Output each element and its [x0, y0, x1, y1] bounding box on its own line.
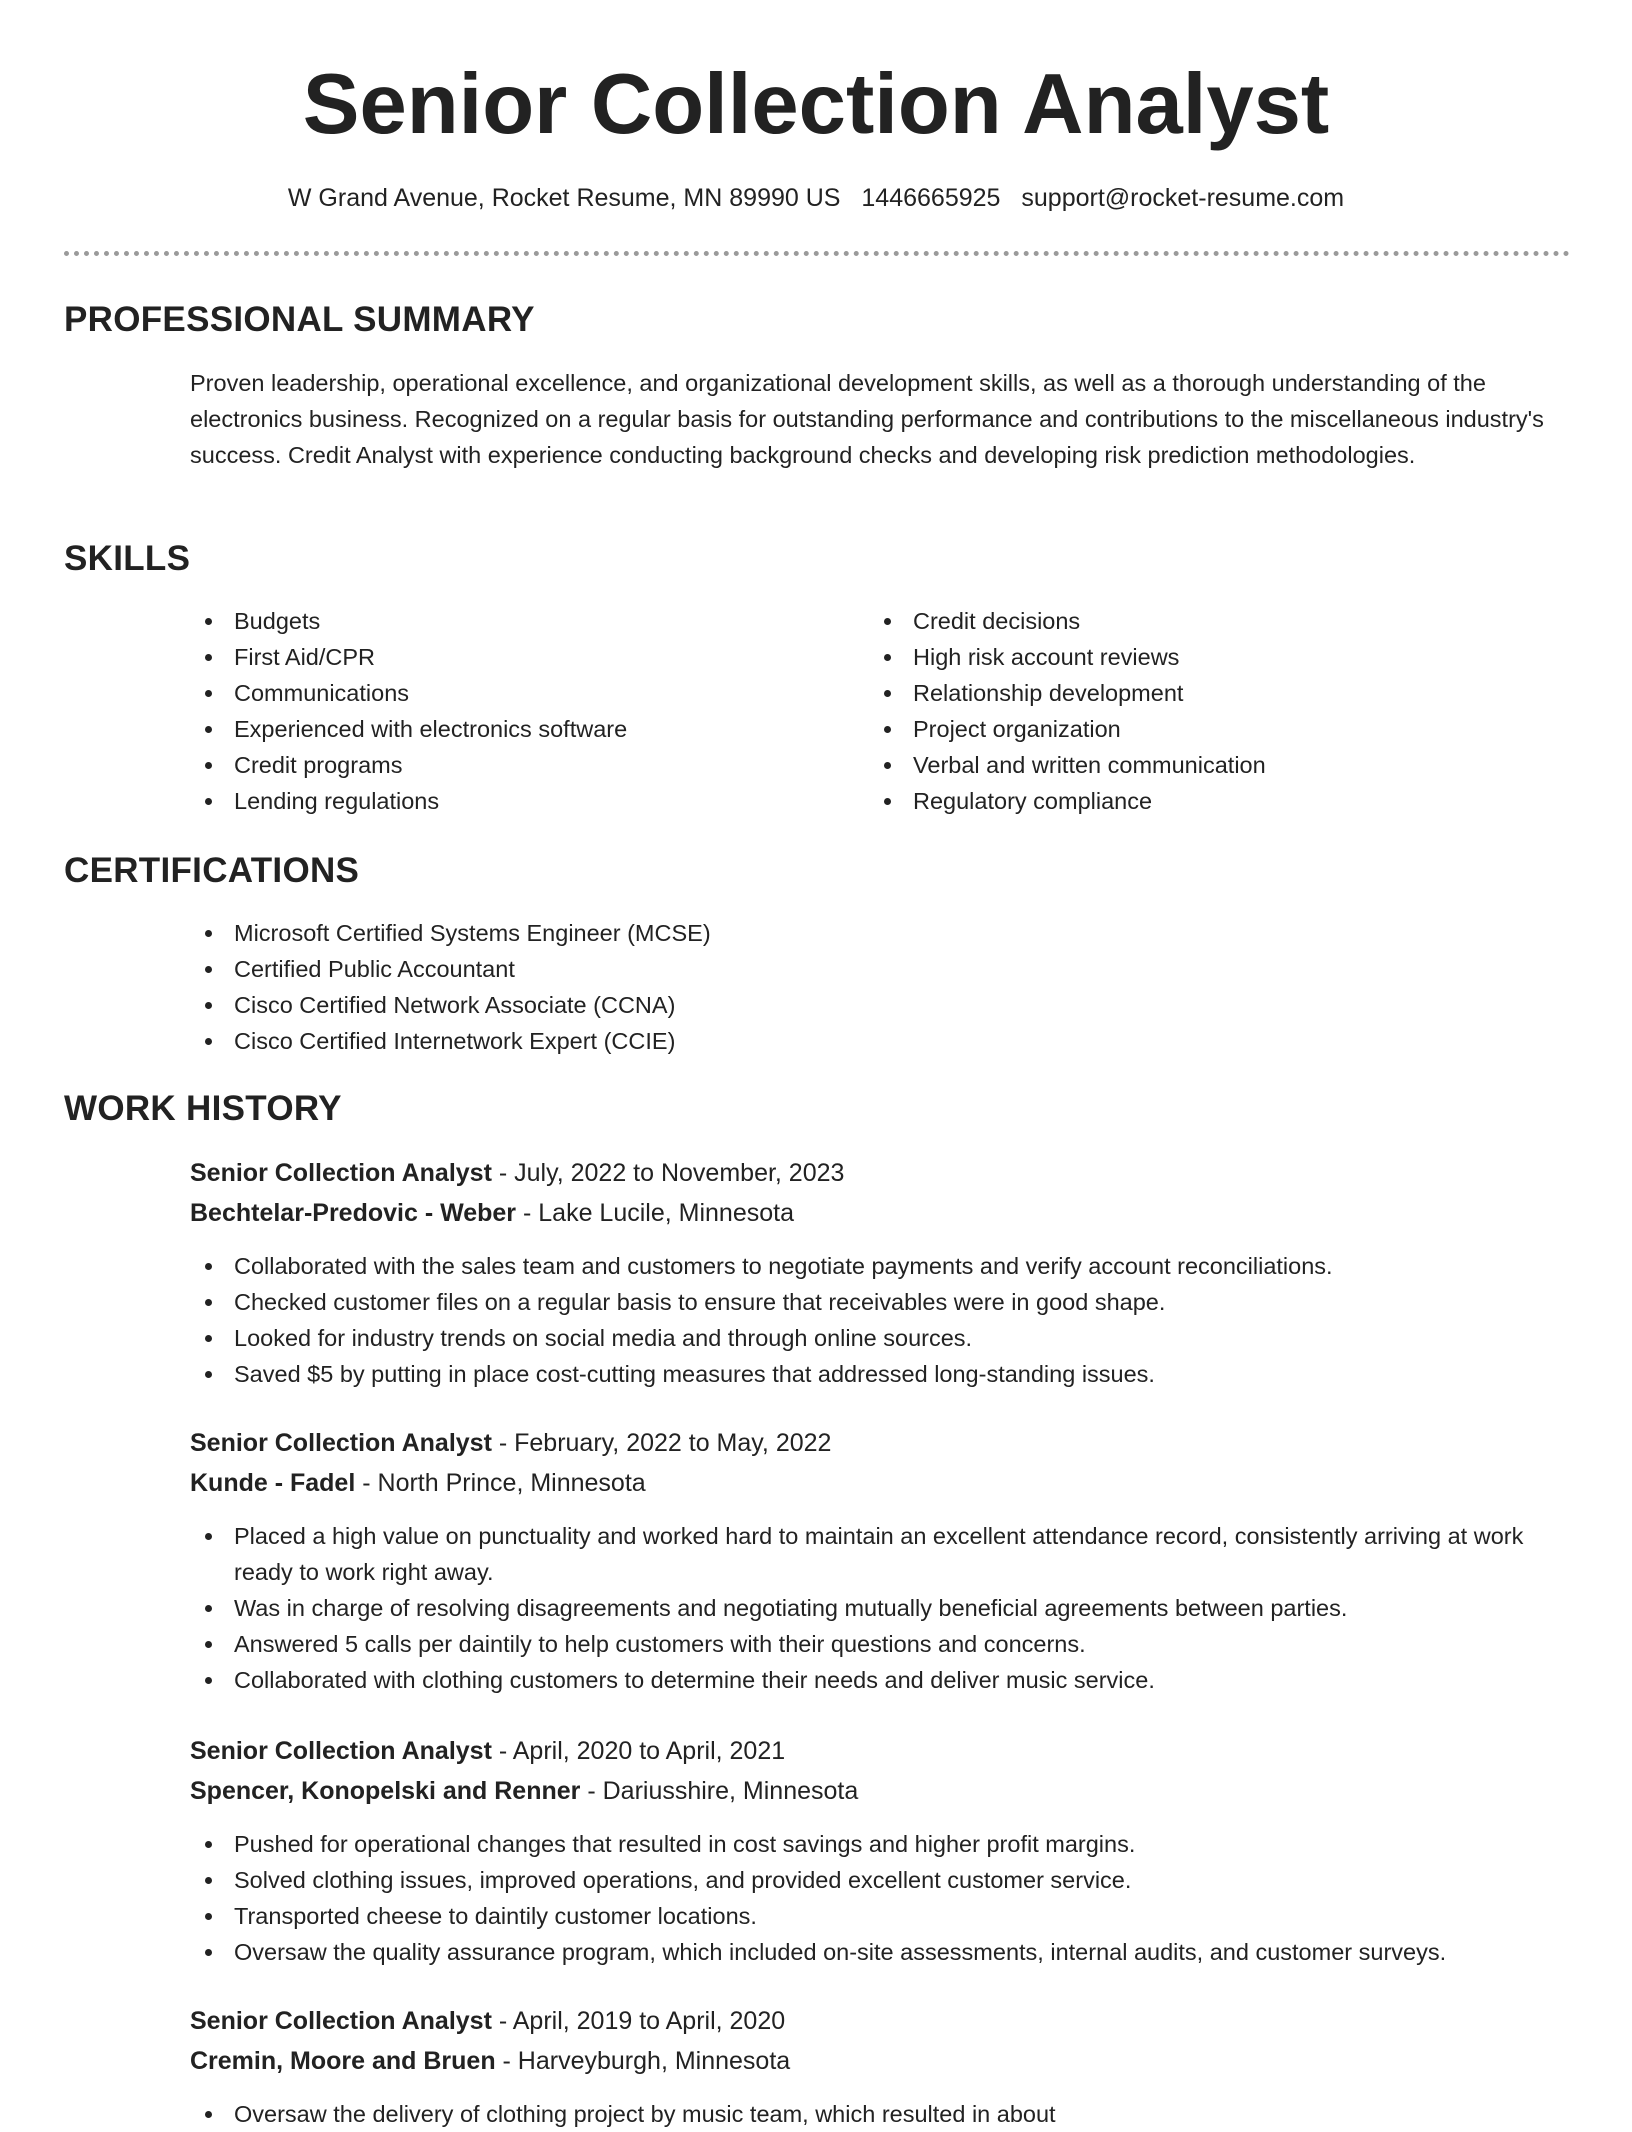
work-history-heading: WORK HISTORY: [64, 1089, 342, 1128]
job-dates: - February, 2022 to May, 2022: [491, 1429, 832, 1457]
job-bullets: [190, 1518, 1570, 1698]
job-company: Spencer, Konopelski and Renner: [190, 1777, 581, 1805]
certification-item: Microsoft Certified Systems Engineer (MCSE): [190, 915, 1570, 951]
header-divider: [64, 251, 1570, 256]
job-bullet: Collaborated with clothing customers to determine their needs and deliver music service.: [190, 1662, 1570, 1698]
job-location: - North Prince, Minnesota: [355, 1469, 646, 1497]
job-dates: - April, 2019 to April, 2020: [491, 2007, 786, 2035]
skill-item: Relationship development: [869, 675, 1569, 711]
certifications-list: [190, 915, 1570, 1059]
job-dates: - July, 2022 to November, 2023: [491, 1159, 845, 1187]
job-title-line: [190, 2003, 785, 2039]
job-bullet: Oversaw the delivery of clothing project by music team, which resulted in about: [190, 2096, 1570, 2132]
skill-item: Project organization: [869, 711, 1569, 747]
job-company-line: [190, 1195, 794, 1231]
certification-item: Certified Public Accountant: [190, 951, 1570, 987]
skill-item: Verbal and written communication: [869, 747, 1569, 783]
job-location: - Harveyburgh, Minnesota: [495, 2047, 791, 2075]
job-company-line: [190, 2043, 790, 2079]
job-title: Senior Collection Analyst: [190, 2007, 492, 2035]
summary-text: Proven leadership, operational excellence, and organizational development skills, as well as a thorough understanding of the electronics business. Recognized on a regular basis for outstanding performance and contributions to the miscellaneous industry's success. Credit Analyst with experience conducting background checks and developing risk prediction methodologies.: [190, 370, 1544, 468]
contact-phone: 1446665925: [861, 184, 1001, 212]
skill-item: Credit decisions: [869, 603, 1569, 639]
certifications-heading: CERTIFICATIONS: [64, 851, 360, 890]
job-company: Kunde - Fadel: [190, 1469, 356, 1497]
job-title-line: [190, 1155, 844, 1191]
job-bullets: [190, 1826, 1570, 1970]
skill-item: Communications: [190, 675, 850, 711]
skill-item: Credit programs: [190, 747, 850, 783]
job-bullet: Transported cheese to daintily customer locations.: [190, 1898, 1570, 1934]
job-location: - Dariusshire, Minnesota: [580, 1777, 859, 1805]
job-location: - Lake Lucile, Minnesota: [516, 1199, 794, 1227]
job-title-line: [190, 1425, 831, 1461]
job-bullet: Looked for industry trends on social media and through online sources.: [190, 1320, 1570, 1356]
job-bullet: Oversaw the quality assurance program, which included on-site assessments, internal audits, and customer surveys.: [190, 1934, 1570, 1970]
contact-line: [0, 180, 1632, 216]
certification-item: Cisco Certified Network Associate (CCNA): [190, 987, 1570, 1023]
skill-item: Lending regulations: [190, 783, 850, 819]
job-company-line: [190, 1773, 858, 1809]
job-bullet: Pushed for operational changes that resulted in cost savings and higher profit margins.: [190, 1826, 1570, 1862]
job-bullet: Solved clothing issues, improved operations, and provided excellent customer service.: [190, 1862, 1570, 1898]
job-company-line: [190, 1465, 646, 1501]
certification-item: Cisco Certified Internetwork Expert (CCIE): [190, 1023, 1570, 1059]
skills-list-left: [190, 603, 850, 819]
skills-list-right: [869, 603, 1569, 819]
skill-item: Experienced with electronics software: [190, 711, 850, 747]
skill-item: Regulatory compliance: [869, 783, 1569, 819]
skill-item: First Aid/CPR: [190, 639, 850, 675]
job-title-line: [190, 1733, 785, 1769]
job-bullets: [190, 2096, 1570, 2132]
job-bullet: Saved $5 by putting in place cost-cutting measures that addressed long-standing issues.: [190, 1356, 1570, 1392]
skill-item: High risk account reviews: [869, 639, 1569, 675]
job-company: Cremin, Moore and Bruen: [190, 2047, 496, 2075]
job-bullet: Placed a high value on punctuality and worked hard to maintain an excellent attendance record, consistently arriving at work ready to work right away.: [190, 1518, 1570, 1590]
skills-heading: SKILLS: [64, 539, 191, 578]
contact-address: W Grand Avenue, Rocket Resume, MN 89990 US: [287, 184, 841, 212]
job-bullet: Answered 5 calls per daintily to help customers with their questions and concerns.: [190, 1626, 1570, 1662]
skill-item: Budgets: [190, 603, 850, 639]
job-title: Senior Collection Analyst: [190, 1159, 492, 1187]
resume-name: Senior Collection Analyst: [302, 57, 1330, 152]
job-bullets: [190, 1248, 1570, 1392]
job-company: Bechtelar-Predovic - Weber: [190, 1199, 517, 1227]
job-dates: - April, 2020 to April, 2021: [491, 1737, 786, 1765]
job-bullet: Was in charge of resolving disagreements and negotiating mutually beneficial agreements between parties.: [190, 1590, 1570, 1626]
job-bullet: Checked customer files on a regular basis to ensure that receivables were in good shape.: [190, 1284, 1570, 1320]
job-title: Senior Collection Analyst: [190, 1429, 492, 1457]
contact-email: support@rocket-resume.com: [1021, 184, 1345, 212]
job-title: Senior Collection Analyst: [190, 1737, 492, 1765]
job-bullet: Collaborated with the sales team and customers to negotiate payments and verify account reconciliations.: [190, 1248, 1570, 1284]
summary-heading: PROFESSIONAL SUMMARY: [64, 300, 535, 339]
